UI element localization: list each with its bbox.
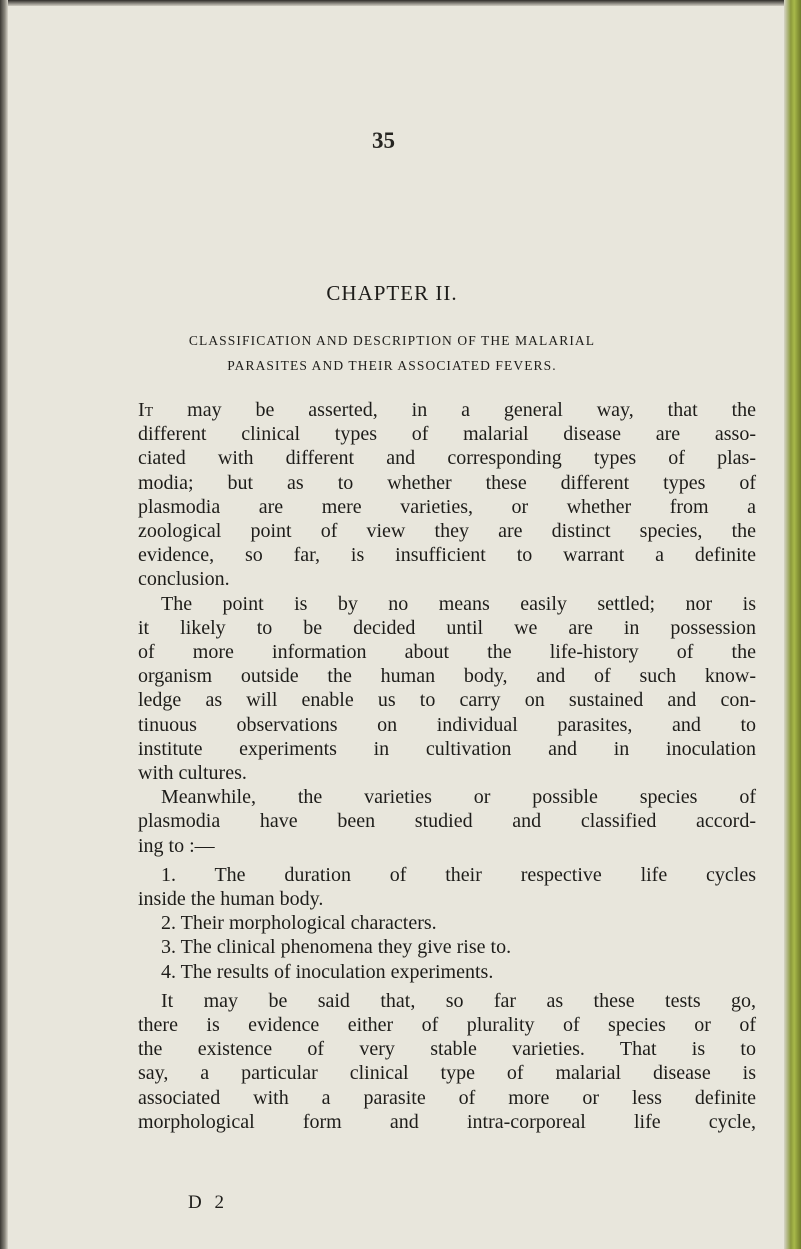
body-line: It may be said that, so far as these tests go, bbox=[161, 989, 756, 1012]
body-line: it likely to be decided until we are in possession bbox=[138, 616, 756, 639]
body-line: plasmodia have been studied and classified accord- bbox=[138, 810, 756, 833]
body-line: associated with a parasite of more or less definite bbox=[138, 1086, 756, 1109]
chapter-subtitle-line-1: CLASSIFICATION AND DESCRIPTION OF THE MALARIAL bbox=[188, 333, 596, 348]
body-line: The point is by no means easily settled; nor is bbox=[161, 592, 756, 615]
body-line: zoological point of view they are distinct species, the bbox=[138, 520, 756, 542]
body-line: It may be asserted, in a general way, that the bbox=[138, 399, 756, 421]
body-line: with cultures. bbox=[138, 762, 247, 784]
body-line: the existence of very stable varieties. That is to bbox=[138, 1038, 756, 1061]
body-line: plasmodia are mere varieties, or whether from a bbox=[138, 495, 756, 518]
body-line: institute experiments in cultivation and in inoculation bbox=[138, 737, 756, 760]
body-line: modia; but as to whether these different types of bbox=[138, 471, 756, 494]
body-line: 2. Their morphological characters. bbox=[161, 912, 437, 935]
body-line: inside the human body. bbox=[138, 888, 324, 910]
page-left-shadow bbox=[0, 0, 8, 1249]
body-line: tinuous observations on individual parasites, and to bbox=[138, 713, 756, 736]
body-line: ledge as will enable us to carry on sustained and con- bbox=[138, 689, 756, 712]
body-line: evidence, so far, is insufficient to warrant a definite bbox=[138, 544, 756, 567]
page-number: 35 bbox=[372, 128, 395, 153]
body-line: 4. The results of inoculation experiments. bbox=[161, 960, 494, 983]
body-line: conclusion. bbox=[138, 568, 230, 591]
book-binding-edge bbox=[784, 0, 801, 1249]
body-line: ing to :— bbox=[138, 834, 215, 857]
body-line: 1. The duration of their respective life cycles bbox=[161, 863, 756, 886]
drop-word: It bbox=[138, 399, 154, 421]
body-line: organism outside the human body, and of such know- bbox=[138, 665, 756, 688]
body-line: Meanwhile, the varieties or possible species of bbox=[161, 786, 756, 809]
body-line: morphological form and intra-corporeal life cycle, bbox=[138, 1110, 756, 1133]
body-line: ciated with different and corresponding types of plas- bbox=[138, 447, 756, 470]
body-line: there is evidence either of plurality of species or of bbox=[138, 1014, 756, 1036]
signature-mark: D 2 bbox=[188, 1192, 228, 1213]
page-top-shadow bbox=[0, 0, 784, 6]
chapter-title: CHAPTER II. bbox=[326, 281, 458, 305]
body-line: 3. The clinical phenomena they give rise to. bbox=[161, 936, 512, 959]
body-line: different clinical types of malarial disease are asso- bbox=[138, 423, 756, 446]
body-line: say, a particular clinical type of malarial disease is bbox=[138, 1062, 756, 1085]
body-line: of more information about the life-history of the bbox=[138, 641, 756, 663]
chapter-subtitle-line-2: PARASITES AND THEIR ASSOCIATED FEVERS. bbox=[227, 358, 557, 373]
